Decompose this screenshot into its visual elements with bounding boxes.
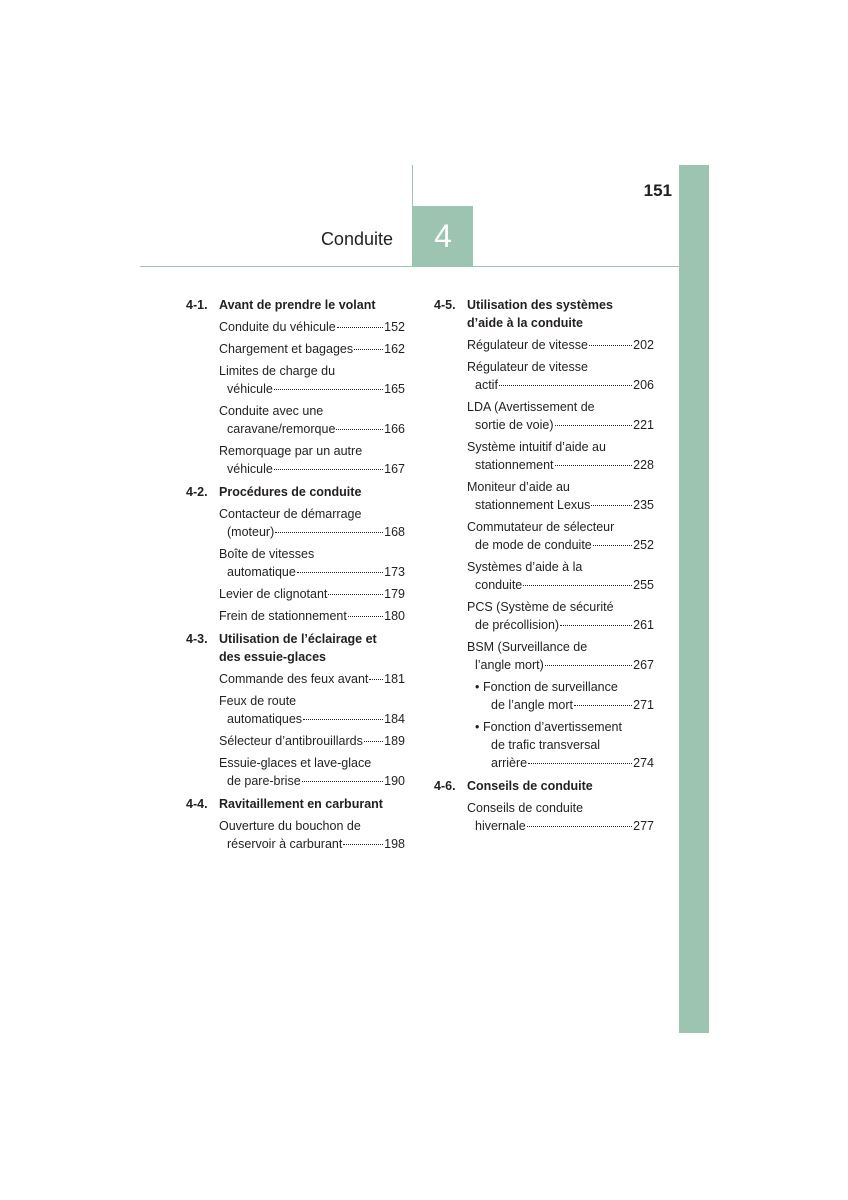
dot-leader <box>348 616 383 617</box>
toc-entry-line <box>219 835 405 853</box>
toc-entry-text: caravane/remorque <box>227 422 336 436</box>
chapter-side-tab <box>679 165 709 1033</box>
toc-entry-line <box>467 416 654 434</box>
toc-entry-line <box>219 318 405 336</box>
toc-section-title-line: Conseils de conduite <box>467 779 593 793</box>
dot-leader <box>523 585 632 586</box>
toc-entry[interactable] <box>219 817 405 853</box>
toc-entry-text: Limites de charge du <box>219 364 336 378</box>
toc-entry-text: Systèmes d’aide à la <box>467 560 583 574</box>
dot-leader <box>527 826 632 827</box>
toc-section-number: 4-3. <box>186 632 208 646</box>
toc-entry[interactable] <box>467 799 654 835</box>
toc-page-number: 261 <box>633 618 654 632</box>
toc-sub-entry[interactable] <box>475 678 654 714</box>
toc-entry-text: stationnement Lexus <box>475 498 591 512</box>
toc-entry-line <box>467 456 654 474</box>
toc-section-title-line: Procédures de conduite <box>219 485 362 499</box>
toc-entry-text: automatiques <box>227 712 303 726</box>
toc-section-number: 4-1. <box>186 298 208 312</box>
toc-page-number: 274 <box>633 756 654 770</box>
toc-entry[interactable] <box>467 598 654 634</box>
dot-leader <box>574 705 632 706</box>
toc-entry-line <box>219 585 405 603</box>
dot-leader <box>303 719 383 720</box>
toc-entry[interactable] <box>219 585 405 603</box>
toc-entry-text: de pare-brise <box>227 774 301 788</box>
toc-section-heading <box>186 296 405 314</box>
toc-entry-text: Fonction d’avertissement <box>483 720 622 734</box>
dot-leader <box>499 385 632 386</box>
toc-entry-text: de précollision) <box>475 618 560 632</box>
toc-entry[interactable] <box>467 336 654 354</box>
toc-entry[interactable] <box>219 402 405 438</box>
toc-section-title <box>219 795 405 813</box>
toc-entry-text: Contacteur de démarrage <box>219 507 362 521</box>
toc-entry-text: Commande des feux avant <box>219 672 369 686</box>
toc-entry-text: hivernale <box>475 819 526 833</box>
dot-leader <box>528 763 632 764</box>
toc-section-heading <box>186 630 405 666</box>
toc-entry[interactable] <box>219 505 405 541</box>
toc-entry-line <box>219 710 405 728</box>
dot-leader <box>593 545 632 546</box>
toc-entry[interactable] <box>467 638 654 674</box>
toc-section-title <box>219 630 405 666</box>
toc-entry-text: Conduite avec une <box>219 404 324 418</box>
toc-entry[interactable] <box>219 318 405 336</box>
toc-page-number: 271 <box>633 698 654 712</box>
toc-entry-text: conduite <box>475 578 523 592</box>
dot-leader <box>555 465 633 466</box>
toc-page-number: 255 <box>633 578 654 592</box>
toc-entry-text: LDA (Avertissement de <box>467 400 595 414</box>
toc-section-title <box>467 777 654 795</box>
bullet-icon: • <box>475 680 480 694</box>
toc-entry-text: véhicule <box>227 462 273 476</box>
toc-entry-text: PCS (Système de sécurité <box>467 600 614 614</box>
toc-entry-text: (moteur) <box>227 525 275 539</box>
toc-column-left <box>186 296 405 853</box>
toc-entry[interactable] <box>219 670 405 688</box>
toc-page-number: 173 <box>384 565 405 579</box>
toc-section-number: 4-5. <box>434 298 456 312</box>
toc-entry-text: Ouverture du bouchon de <box>219 819 361 833</box>
toc-section-title-line: des essuie-glaces <box>219 650 327 664</box>
toc-entry-text: Sélecteur d’antibrouillards <box>219 734 363 748</box>
toc-column-right <box>434 296 654 835</box>
toc-entry-line <box>219 380 405 398</box>
toc-entry-text: arrière <box>491 756 528 770</box>
toc-entry-text: automatique <box>227 565 296 579</box>
dot-leader <box>354 349 383 350</box>
toc-entry-text: de trafic transversal <box>491 738 601 752</box>
dot-leader <box>591 505 632 506</box>
toc-entry[interactable] <box>467 478 654 514</box>
toc-page-number: 221 <box>633 418 654 432</box>
toc-page-number: 180 <box>384 609 405 623</box>
toc-entry[interactable] <box>219 607 405 625</box>
toc-section-heading <box>186 795 405 813</box>
dot-leader <box>337 327 383 328</box>
toc-entry-line <box>219 460 405 478</box>
toc-entry-line <box>467 336 654 354</box>
toc-page-number: 228 <box>633 458 654 472</box>
toc-entry[interactable] <box>219 754 405 790</box>
toc-page-number: 165 <box>384 382 405 396</box>
dot-leader <box>328 594 383 595</box>
toc-entry[interactable] <box>219 362 405 398</box>
toc-entry-line <box>219 607 405 625</box>
toc-page-number: 206 <box>633 378 654 392</box>
dot-leader <box>343 844 383 845</box>
toc-section-heading <box>186 483 405 501</box>
toc-section-title-line: Ravitaillement en carburant <box>219 797 383 811</box>
toc-page-number: 152 <box>384 320 405 334</box>
toc-entry-line <box>467 656 654 674</box>
toc-section-title-line: Utilisation des systèmes <box>467 298 613 312</box>
toc-entry-text: Système intuitif d’aide au <box>467 440 606 454</box>
toc-entry[interactable] <box>467 518 654 554</box>
toc-entry-line <box>483 754 654 772</box>
toc-entry[interactable] <box>219 732 405 750</box>
toc-entry-text: BSM (Surveillance de <box>467 640 588 654</box>
toc-entry[interactable] <box>467 398 654 434</box>
toc-entry-text: Boîte de vitesses <box>219 547 315 561</box>
dot-leader <box>364 741 383 742</box>
toc-entry-line <box>483 696 654 714</box>
toc-entry-text: Chargement et bagages <box>219 342 354 356</box>
toc-entry-line <box>467 536 654 554</box>
toc-entry-text: Essuie-glaces et lave-glace <box>219 756 372 770</box>
toc-section-title-line: d’aide à la conduite <box>467 316 583 330</box>
toc-page-number: 190 <box>384 774 405 788</box>
toc-section-title-line: Avant de prendre le volant <box>219 298 376 312</box>
toc-entry-text: Commutateur de sélecteur <box>467 520 615 534</box>
dot-leader <box>545 665 632 666</box>
dot-leader <box>274 469 383 470</box>
toc-entry[interactable] <box>219 545 405 581</box>
toc-entry-line <box>219 772 405 790</box>
toc-sub-entry-body <box>475 718 654 772</box>
toc-page-number: 162 <box>384 342 405 356</box>
toc-section-number: 4-4. <box>186 797 208 811</box>
toc-entry-line <box>467 616 654 634</box>
toc-section-number: 4-6. <box>434 779 456 793</box>
dot-leader <box>369 679 383 680</box>
toc-entry[interactable] <box>467 358 654 394</box>
toc-entry-text: stationnement <box>475 458 554 472</box>
toc-page-number: 168 <box>384 525 405 539</box>
toc-page-number: 252 <box>633 538 654 552</box>
chapter-title: Conduite <box>320 229 393 249</box>
dot-leader <box>302 781 383 782</box>
toc-entry-line <box>219 732 405 750</box>
toc-section-title <box>219 483 405 501</box>
toc-entry-line <box>219 340 405 358</box>
toc-entry-text: Régulateur de vitesse <box>467 338 588 352</box>
toc-entry-text: Conseils de conduite <box>467 801 584 815</box>
toc-section-title <box>219 296 405 314</box>
toc-entry-text: Moniteur d’aide au <box>467 480 570 494</box>
dot-leader <box>589 345 632 346</box>
toc-entry-text: l’angle mort) <box>475 658 544 672</box>
toc-page-number: 179 <box>384 587 405 601</box>
toc-entry-text: Conduite du véhicule <box>219 320 336 334</box>
toc-sub-entry-content <box>483 678 654 714</box>
toc-entry-text: Remorquage par un autre <box>219 444 363 458</box>
header-horizontal-rule <box>140 266 679 267</box>
toc-page-number: 267 <box>633 658 654 672</box>
toc-entry-line <box>467 376 654 394</box>
toc-page-number: 181 <box>384 672 405 686</box>
toc-entry-text: de l’angle mort <box>491 698 573 712</box>
toc-page-number: 198 <box>384 837 405 851</box>
page-number: 151 <box>643 181 672 200</box>
dot-leader <box>297 572 383 573</box>
toc-entry[interactable] <box>219 692 405 728</box>
bullet-icon: • <box>475 720 480 734</box>
toc-entry-line <box>219 523 405 541</box>
toc-page-number: 202 <box>633 338 654 352</box>
toc-page-number: 166 <box>384 422 405 436</box>
toc-entry-text: Frein de stationnement <box>219 609 347 623</box>
toc-entry-line <box>467 817 654 835</box>
toc-entry[interactable] <box>467 438 654 474</box>
toc-page-number: 167 <box>384 462 405 476</box>
toc-section-heading <box>434 296 654 332</box>
dot-leader <box>560 625 632 626</box>
toc-entry[interactable] <box>219 442 405 478</box>
toc-page-number: 184 <box>384 712 405 726</box>
toc-entry-text: sortie de voie) <box>475 418 554 432</box>
chapter-number-box: 4 <box>413 206 473 266</box>
toc-sub-entry[interactable] <box>475 718 654 772</box>
toc-entry-text: réservoir à carburant <box>227 837 343 851</box>
toc-entry-text: de mode de conduite <box>475 538 592 552</box>
toc-page-number: 189 <box>384 734 405 748</box>
toc-entry-text: véhicule <box>227 382 273 396</box>
toc-entry-text: Levier de clignotant <box>219 587 328 601</box>
toc-entry-text: Fonction de surveillance <box>483 680 618 694</box>
toc-entry[interactable] <box>467 558 654 594</box>
toc-entry-line <box>467 496 654 514</box>
toc-entry-line <box>219 670 405 688</box>
dot-leader <box>275 532 383 533</box>
dot-leader <box>274 389 383 390</box>
toc-entry-text: Régulateur de vitesse <box>467 360 588 374</box>
toc-sub-entry-body <box>475 678 654 714</box>
toc-section-number: 4-2. <box>186 485 208 499</box>
toc-section-title <box>467 296 654 332</box>
toc-entry[interactable] <box>219 340 405 358</box>
toc-page-number: 277 <box>633 819 654 833</box>
toc-entry-text: Feux de route <box>219 694 297 708</box>
toc-page-number: 235 <box>633 498 654 512</box>
dot-leader <box>555 425 633 426</box>
toc-entry-line <box>467 576 654 594</box>
toc-sub-entry-content <box>483 718 654 772</box>
dot-leader <box>336 429 383 430</box>
toc-entry-line <box>219 420 405 438</box>
toc-section-title-line: Utilisation de l’éclairage et <box>219 632 377 646</box>
toc-entry-line <box>219 563 405 581</box>
toc-entry-text: actif <box>475 378 498 392</box>
toc-section-heading <box>434 777 654 795</box>
